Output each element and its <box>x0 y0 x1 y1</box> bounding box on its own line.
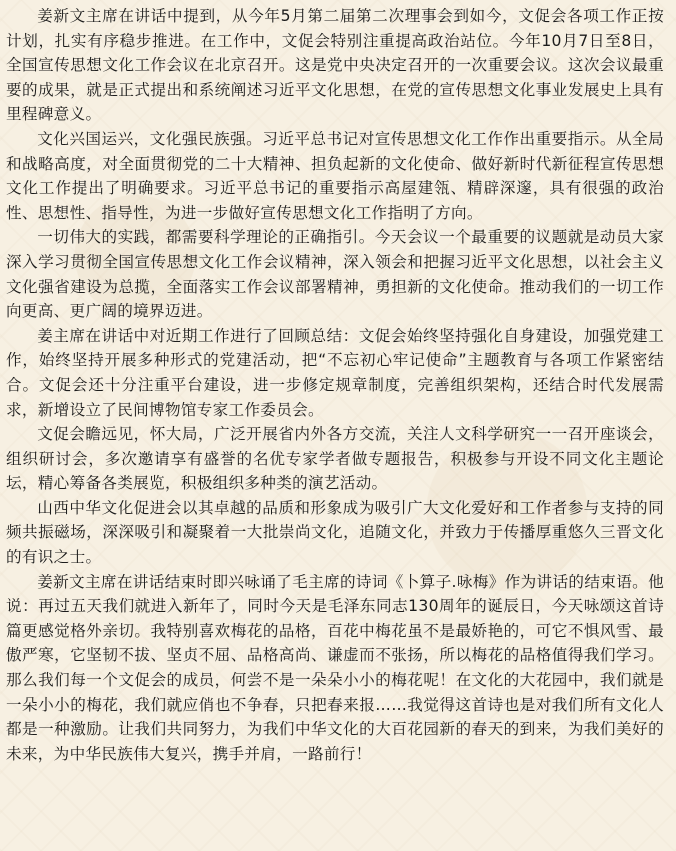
paragraph-7: 姜新文主席在讲话结束时即兴咏诵了毛主席的诗词《卜算子.咏梅》作为讲话的结束语。他说：再过五天我们就进入新年了，同时今天是毛泽东同志130周年的诞辰日，今天咏颂这首诗篇更感觉格外亲切。我特别喜欢梅花的品格，百花中梅花虽不是最娇艳的，可它不惧风雪、最傲严寒，它坚韧不拔、坚贞不屈、品格高尚、谦虚而不张扬，所以梅花的品格值得我们学习。那么我们每一个文促会的成员，何尝不是一朵朵小小的梅花呢！在文化的大花园中，我们就是一朵小小的梅花，我们就应俏也不争春，只把春来报……我觉得这首诗也是对我们所有文化人都是一种激励。让我们共同努力，为我们中华文化的大百花园新的春天的到来，为我们美好的未来，为中华民族伟大复兴，携手并肩，一路前行！ <box>6 572 664 763</box>
paragraph-2: 文化兴国运兴，文化强民族强。习近平总书记对宣传思想文化工作作出重要指示。从全局和战略高度，对全面贯彻党的二十大精神、担负起新的文化使命、做好新时代新征程宣传思想文化工作提出了明确要求。习近平总书记的重要指示高屋建瓴、精辟深邃，具有很强的政治性、思想性、指导性，为进一步做好宣传思想文化工作指明了方向。 <box>6 129 664 222</box>
paragraph-1: 姜新文主席在讲话中提到，从今年5月第二届第二次理事会到如今，文促会各项工作正按计划，扎实有序稳步推进。在工作中，文促会特别注重提高政治站位。今年10月7日至8日，全国宣传思想文化工作会议在北京召开。这是党中央决定召开的一次重要会议。这次会议最重要的成果，就是正式提出和系统阐述习近平文化思想，在党的宣传思想文化事业发展史上具有里程碑意义。 <box>6 7 664 124</box>
paragraph-6: 山西中华文化促进会以其卓越的品质和形象成为吸引广大文化爱好和工作者参与支持的同频共振磁场，深深吸引和凝聚着一大批崇尚文化，追随文化，并致力于传播厚重悠久三晋文化的有识之士。 <box>6 498 664 567</box>
paragraph-5: 文促会瞻远见，怀大局，广泛开展省内外各方交流，关注人文科学研究一一召开座谈会，组织研讨会，多次邀请享有盛誉的名优专家学者做专题报告，积极参与开设不同文化主题论坛，精心筹备各类展览，积极组织多种类的演艺活动。 <box>6 425 664 493</box>
paragraph-4: 姜主席在讲话中对近期工作进行了回顾总结：文促会始终坚持强化自身建设，加强党建工作，始终坚持开展多种形式的党建活动，把“不忘初心牢记使命”主题教育与各项工作紧密结合。文促会还十分注重平台建设，进一步修定规章制度，完善组织架构，还结合时代发展需求，新增设立了民间博物馆专家工作委员会。 <box>6 326 664 419</box>
paragraph-3: 一切伟大的实践，都需要科学理论的正确指引。今天会议一个最重要的议题就是动员大家深入学习贯彻全国宣传思想文化工作会议精神，深入领会和把握习近平文化思想，以社会主义文化强省建设为总揽，全面落实工作会议部署精神，勇担新的文化使命。推动我们的一切工作向更高、更广阔的境界迈进。 <box>6 228 664 321</box>
